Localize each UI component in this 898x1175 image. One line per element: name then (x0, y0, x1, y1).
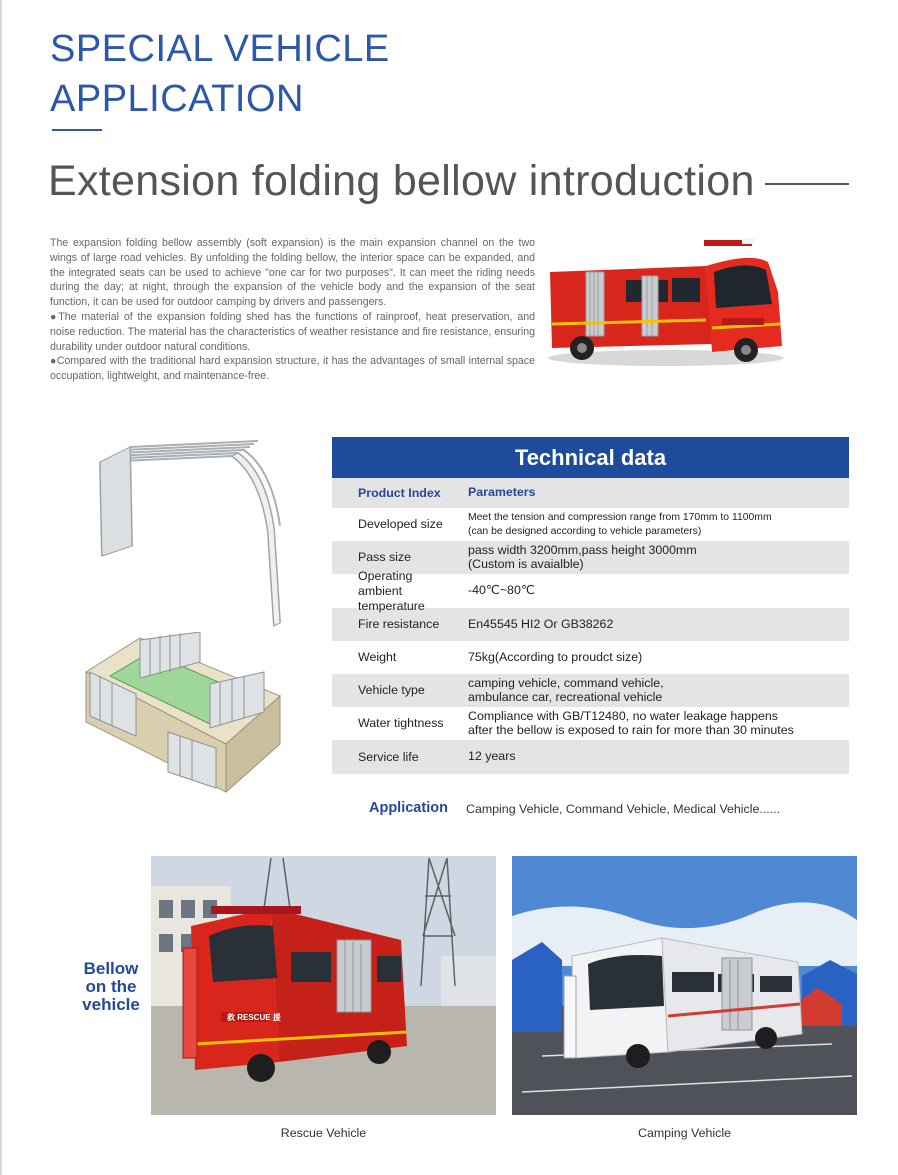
row-label (332, 569, 468, 614)
row-label: Water tightness (358, 716, 444, 730)
technical-data-table (332, 478, 849, 774)
intro-text (50, 236, 535, 384)
bellow-arch-diagram (92, 436, 286, 628)
page-left-border (0, 0, 2, 1175)
camping-vehicle-photo (512, 856, 857, 1115)
table-row (332, 568, 849, 613)
header-parameters: Parameters (468, 485, 536, 500)
row-value-line: ambulance car, recreational vehicle (468, 689, 663, 704)
table-row (332, 674, 849, 707)
bellow-label-line: Bellow (83, 959, 139, 978)
row-value-line: camping vehicle, command vehicle, (468, 675, 664, 690)
row-value (468, 511, 849, 538)
row-label: Service life (358, 749, 419, 764)
hero-title-line1: SPECIAL VEHICLE (50, 28, 390, 70)
header-product-index: Product Index (358, 485, 441, 500)
hero-title-line2: APPLICATION (50, 78, 304, 120)
section-title: Extension folding bellow introduction (48, 157, 755, 205)
fire-truck-photo (546, 232, 798, 372)
table-row (332, 740, 849, 774)
row-label: Weight (358, 650, 397, 664)
application-label: Application (369, 800, 448, 816)
table-header-row (332, 478, 849, 508)
row-value-line: Meet the tension and compression range from 170mm to 1100mm (468, 512, 772, 523)
row-label-line: ambient temperature (358, 583, 425, 613)
row-label: Vehicle type (358, 683, 425, 697)
row-label-line: Operating (358, 568, 413, 583)
intro-paragraph-2: ●The material of the expansion folding shed has the functions of rainproof, heat preservation, and noise reduction. The material has the characteristics of weather resistance and fire resistance, ensuring durability under outdoor natural conditions. (50, 310, 535, 353)
camping-vehicle-caption: Camping Vehicle (638, 1126, 731, 1140)
row-value-line: Compliance with GB/T12480, no water leakage happens (468, 708, 778, 723)
bellow-label-line: on the (85, 977, 137, 996)
bellow-label-line: vehicle (82, 995, 140, 1014)
row-value-line: (can be designed according to vehicle parameters) (468, 525, 702, 537)
application-text: Camping Vehicle, Command Vehicle, Medical Vehicle...... (466, 802, 781, 816)
row-value: -40℃~80℃ (468, 583, 535, 598)
row-value: En45545 HI2 Or GB38262 (468, 616, 614, 631)
rescue-badge-text: 救 RESCUE 援 (227, 1013, 281, 1022)
row-value-line: after the bellow is exposed to rain for more than 30 minutes (468, 722, 794, 737)
row-value: 12 years (468, 749, 516, 764)
table-row (332, 707, 849, 740)
rescue-vehicle-photo (151, 856, 496, 1115)
technical-data-header: Technical data (332, 437, 849, 478)
table-row (332, 641, 849, 674)
row-value (468, 544, 849, 571)
row-label: Developed size (358, 517, 443, 531)
bellow-on-vehicle-label (76, 960, 146, 1014)
intro-paragraph-3: ●Compared with the traditional hard expansion structure, it has the advantages of small internal space occupation, lightweight, and maintenance-free. (50, 355, 535, 383)
row-value-line: pass width 3200mm,pass height 3000mm (468, 542, 697, 557)
intro-paragraph-1: The expansion folding bellow assembly (soft expansion) is the main expansion channel on the two wings of large road vehicles. By unfolding the folding bellow, the interior space can be expanded, and the integrated seats can be used to achieve "one car for two purposes". It can meet the riding needs during the day; at night, through the expansion of the vehicle body and the expansion of the seat function, it can be used for outdoor camping by drivers and passengers. (50, 237, 535, 309)
bellow-vehicle-diagram (80, 632, 302, 802)
hero-title (50, 24, 390, 124)
rescue-vehicle-caption: Rescue Vehicle (280, 1126, 367, 1140)
row-value (468, 710, 849, 737)
row-value: 75kg(According to proudct size) (468, 649, 643, 664)
hero-underline (52, 129, 102, 131)
section-title-rule (765, 183, 849, 185)
table-row (332, 508, 849, 541)
row-value (468, 677, 849, 704)
row-label: Pass size (358, 550, 412, 564)
row-value-line: (Custom is avaialble) (468, 556, 584, 571)
row-label: Fire resistance (358, 617, 440, 631)
